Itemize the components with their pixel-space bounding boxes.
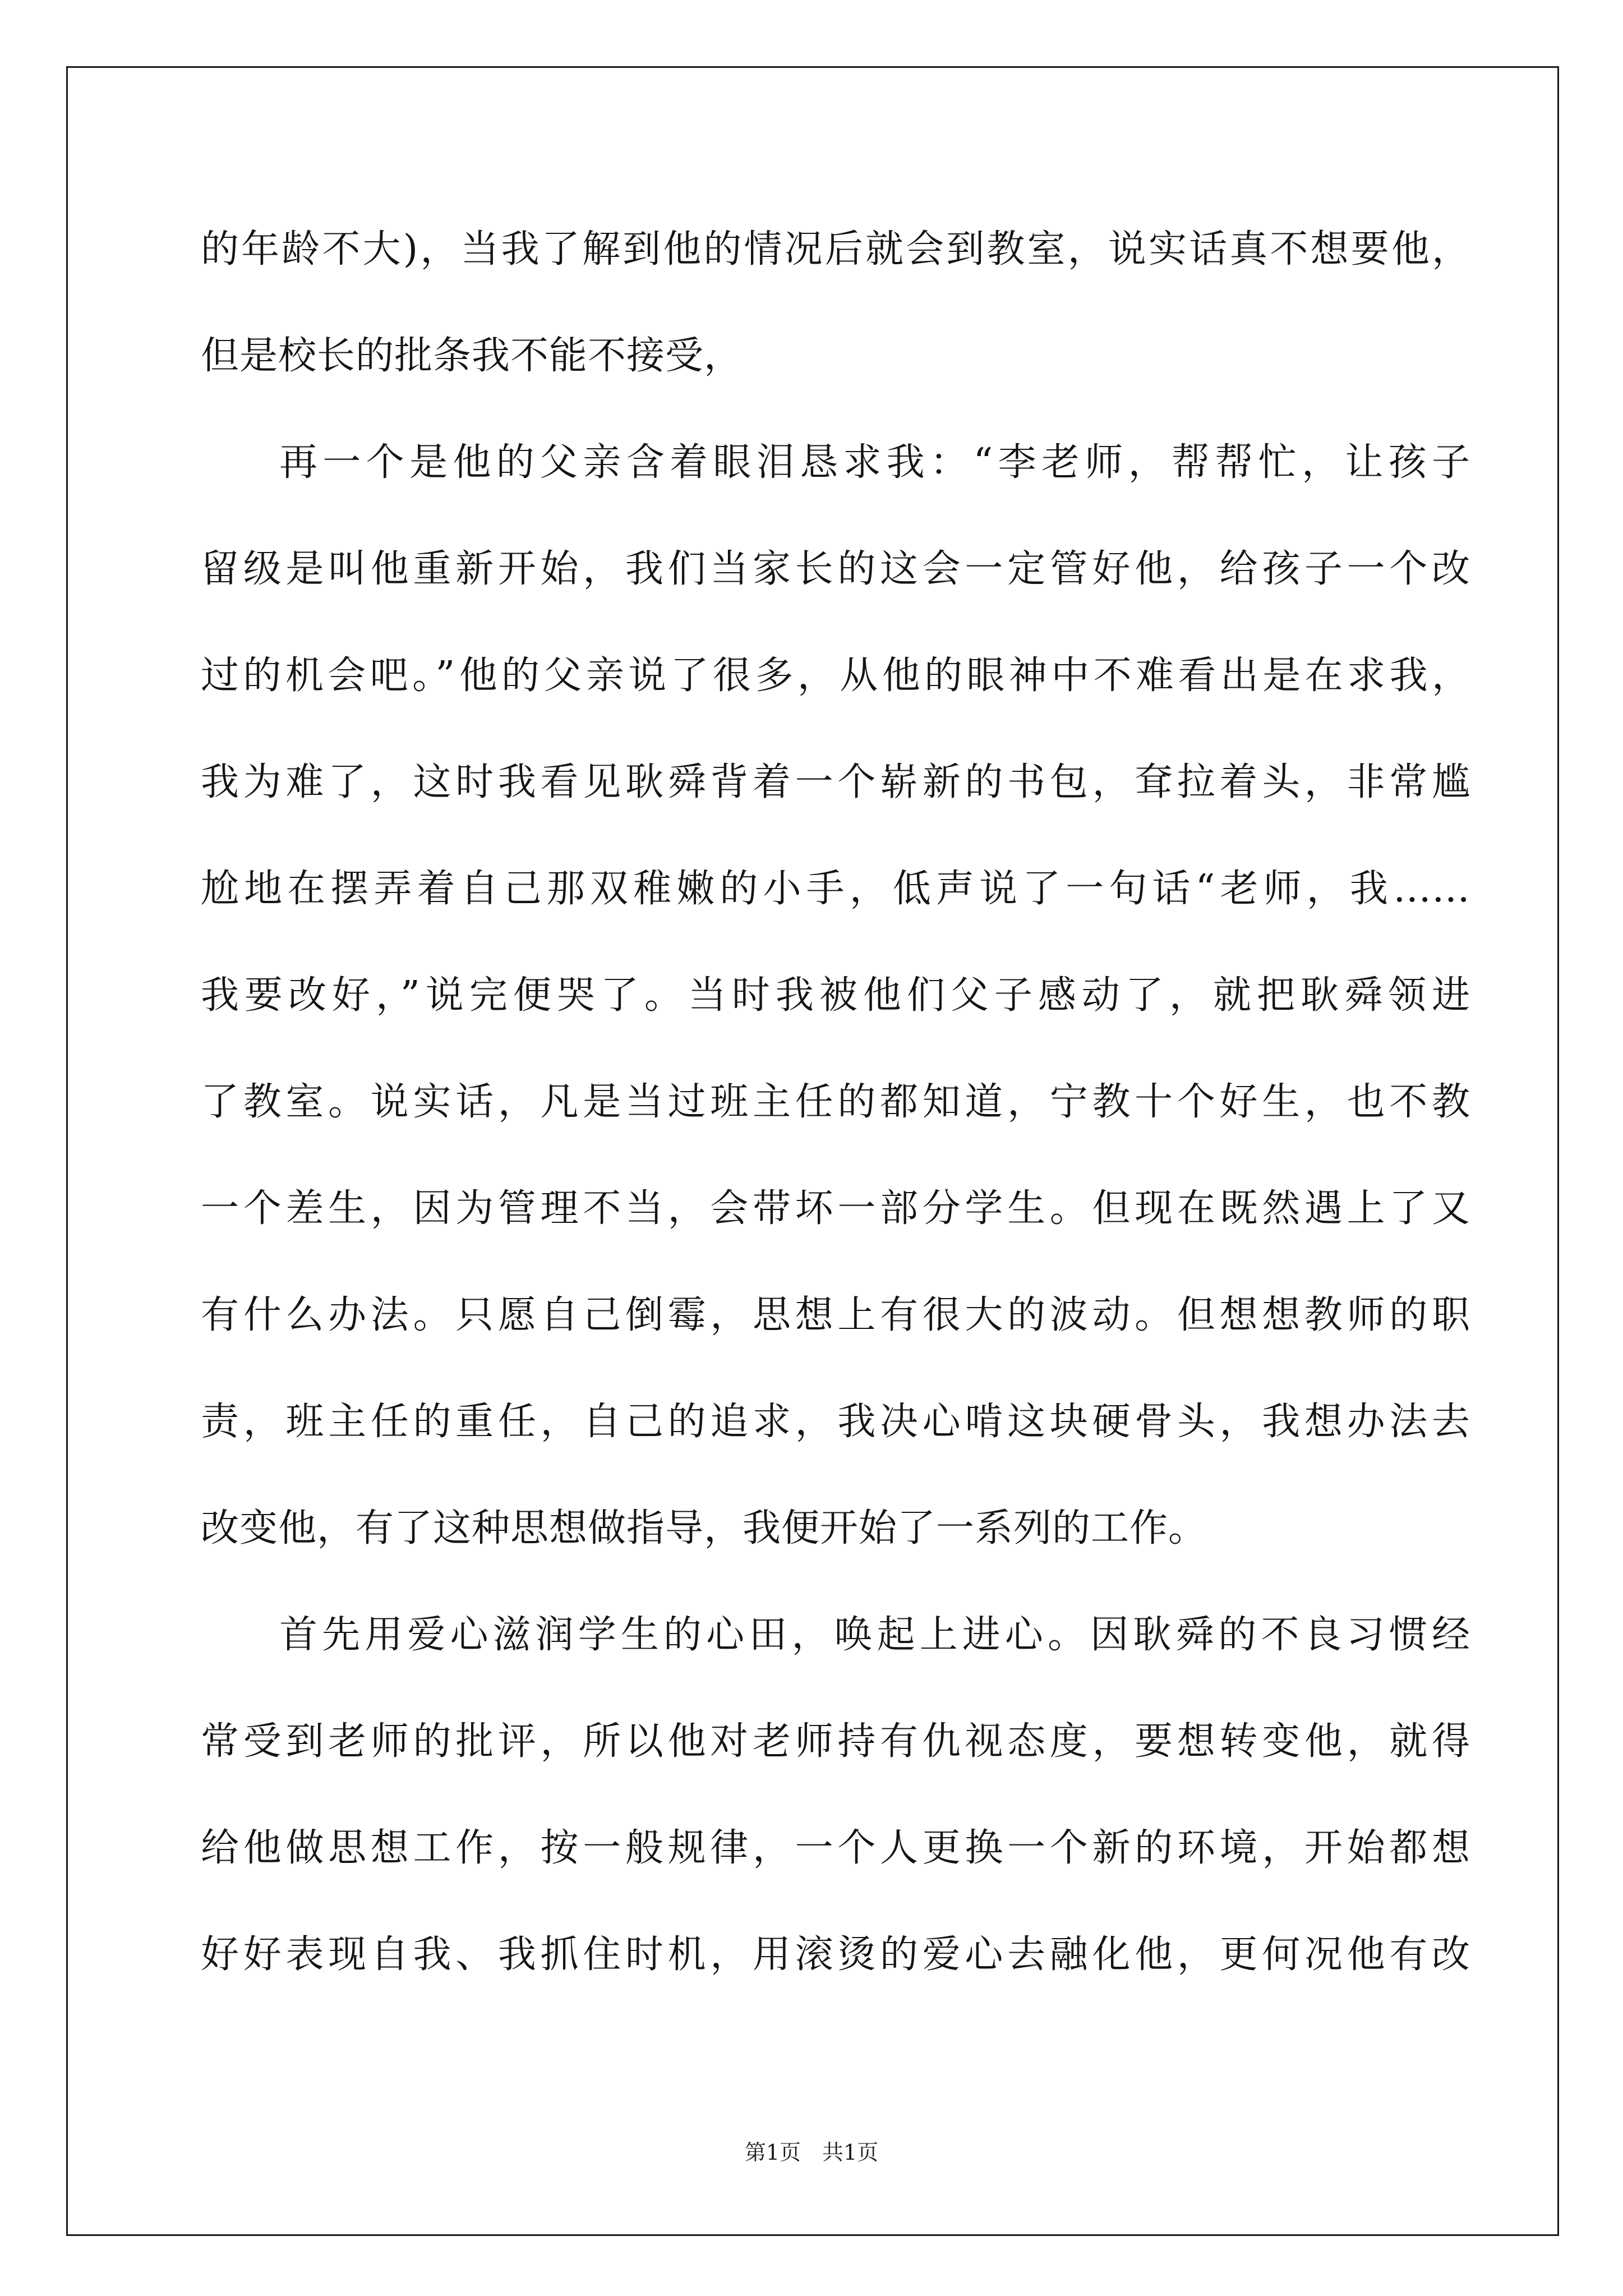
text-line: 但是校长的批条我不能不接受， [201,334,743,378]
text-line: 我为难了，这时我看见耿舜背着一个崭新的书包，耷拉着头，非常尴 [201,760,1470,804]
paragraph [201,196,1470,409]
paragraph [201,1582,1470,2008]
text-line: 我要改好，”说完便哭了。当时我被他们父子感动了，就把耿舜领进 [201,973,1470,1018]
footer-page-number: 第1页 共1页 [744,2140,879,2165]
text-line: 再一个是他的父亲含着眼泪恳求我：“李老师，帮帮忙，让孩子 [279,440,1470,485]
text-line: 有什么办法。只愿自己倒霉，思想上有很大的波动。但想想教师的职 [201,1293,1470,1337]
document-body [201,196,1470,2008]
text-line: 改变他，有了这种思想做指导，我便开始了一系列的工作。 [201,1506,1207,1550]
text-line: 责，班主任的重任，自己的追求，我决心啃这块硬骨头，我想办法去 [201,1400,1470,1444]
paragraph [201,409,1470,1582]
text-line: 好好表现自我、我抓住时机，用滚烫的爱心去融化他，更何况他有改 [201,1932,1470,1977]
text-line: 一个差生，因为管理不当，会带坏一部分学生。但现在既然遇上了又 [201,1186,1470,1231]
text-line: 的年龄不大)，当我了解到他的情况后就会到教室，说实话真不想要他， [201,227,1470,272]
text-line: 首先用爱心滋润学生的心田，唤起上进心。因耿舜的不良习惯经 [279,1613,1470,1657]
text-line: 给他做思想工作，按一般规律，一个人更换一个新的环境，开始都想 [201,1826,1470,1870]
text-line: 留级是叫他重新开始，我们当家长的这会一定管好他，给孩子一个改 [201,547,1470,591]
text-line: 过的机会吧。”他的父亲说了很多，从他的眼神中不难看出是在求我， [201,654,1470,698]
text-line: 尬地在摆弄着自己那双稚嫩的小手，低声说了一句话“老师，我…… [201,867,1470,911]
text-line: 了教室。说实话，凡是当过班主任的都知道，宁教十个好生，也不教 [201,1080,1470,1124]
text-line: 常受到老师的批评，所以他对老师持有仇视态度，要想转变他，就得 [201,1719,1470,1764]
